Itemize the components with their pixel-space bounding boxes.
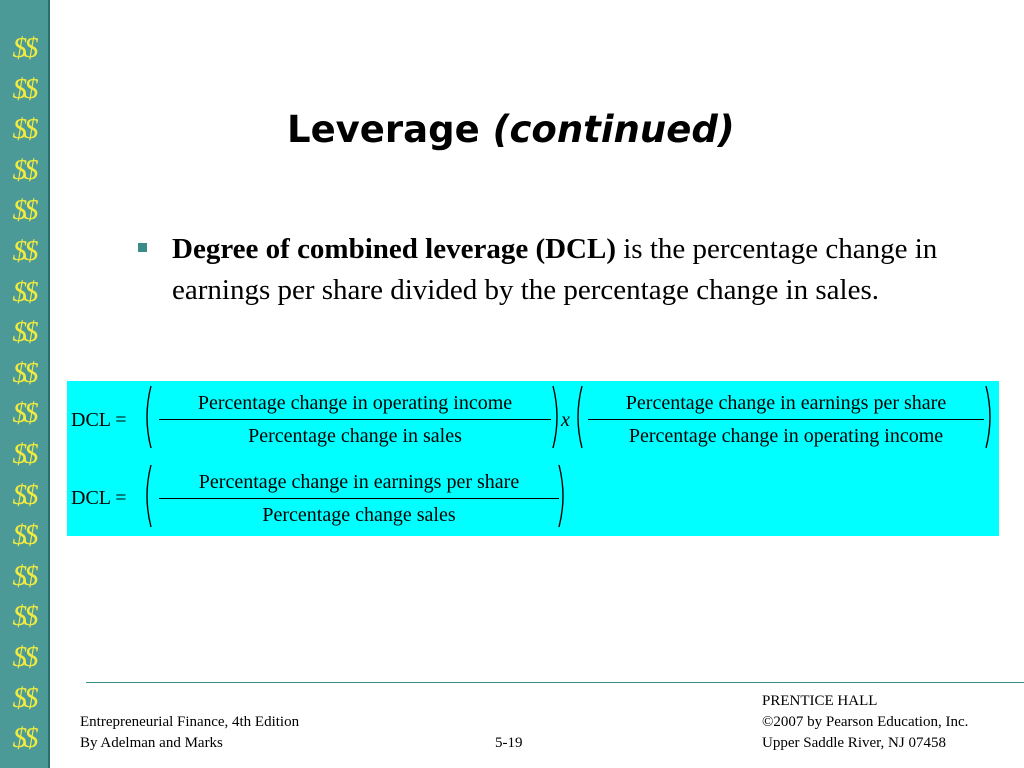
footer-publisher: PRENTICE HALL bbox=[762, 693, 878, 709]
dollar-symbol: $$ bbox=[12, 722, 36, 755]
bullet-definition bbox=[172, 229, 952, 311]
fraction-numerator: Percentage change in operating income bbox=[197, 392, 513, 414]
dollar-symbol: $$ bbox=[12, 275, 36, 308]
dollar-symbol: $$ bbox=[12, 519, 36, 552]
slide-number: 5-19 bbox=[495, 735, 523, 751]
left-paren-icon bbox=[141, 384, 153, 450]
dollar-symbol: $$ bbox=[12, 437, 36, 470]
slide-title bbox=[287, 108, 735, 151]
right-paren-icon bbox=[984, 384, 996, 450]
dollar-symbol: $$ bbox=[12, 113, 36, 146]
dollar-symbol: $$ bbox=[12, 194, 36, 227]
bullet-term: Degree of combined leverage (DCL) bbox=[172, 233, 616, 265]
fraction-eps-over-sales bbox=[159, 471, 559, 527]
dollar-symbol: $$ bbox=[12, 681, 36, 714]
formula-lhs: DCL = bbox=[71, 487, 127, 509]
dollar-symbol: $$ bbox=[12, 478, 36, 511]
fraction-denominator: Percentage change in operating income bbox=[628, 425, 944, 447]
dollar-symbol: $$ bbox=[12, 32, 36, 64]
dollar-symbol: $$ bbox=[12, 153, 36, 186]
bullet-body: is the percentage change in earnings per share divided by the percentage change in sales. bbox=[172, 233, 938, 306]
footer-book-title: Entrepreneurial Finance, 4th Edition bbox=[80, 714, 300, 730]
dollar-symbol: $$ bbox=[12, 559, 36, 592]
sidebar-dollar-strip bbox=[0, 0, 50, 768]
dollar-symbol: $$ bbox=[12, 356, 36, 389]
dollar-symbol: $$ bbox=[12, 640, 36, 673]
footer-left bbox=[80, 712, 299, 754]
fraction-numerator: Percentage change in earnings per share bbox=[625, 392, 947, 414]
dollar-symbol: $$ bbox=[12, 600, 36, 633]
fraction-denominator: Percentage change sales bbox=[262, 504, 456, 526]
footer-divider bbox=[86, 682, 1024, 683]
footer-authors: By Adelman and Marks bbox=[80, 735, 223, 751]
footer-location: Upper Saddle River, NJ 07458 bbox=[762, 735, 946, 751]
square-bullet-icon bbox=[138, 243, 147, 252]
dollar-symbol: $$ bbox=[12, 72, 36, 105]
left-paren-icon bbox=[141, 463, 153, 529]
slide-title-italic: (continued) bbox=[492, 108, 735, 151]
fraction-operating-over-sales bbox=[159, 392, 551, 448]
fraction-numerator: Percentage change in earnings per share bbox=[198, 471, 520, 493]
fraction-denominator: Percentage change in sales bbox=[248, 425, 462, 447]
multiply-sign: x bbox=[561, 409, 570, 431]
left-paren-icon bbox=[572, 384, 584, 450]
formula-box bbox=[67, 381, 999, 536]
dollar-symbol: $$ bbox=[12, 397, 36, 430]
dollar-symbol: $$ bbox=[12, 234, 36, 267]
dollar-symbol: $$ bbox=[12, 316, 36, 349]
footer-right bbox=[762, 691, 968, 754]
right-paren-icon bbox=[557, 463, 569, 529]
slide-title-main: Leverage bbox=[287, 108, 480, 151]
formula-lhs: DCL = bbox=[71, 409, 127, 431]
fraction-eps-over-operating bbox=[588, 392, 984, 448]
footer-copyright: ©2007 by Pearson Education, Inc. bbox=[762, 714, 969, 730]
